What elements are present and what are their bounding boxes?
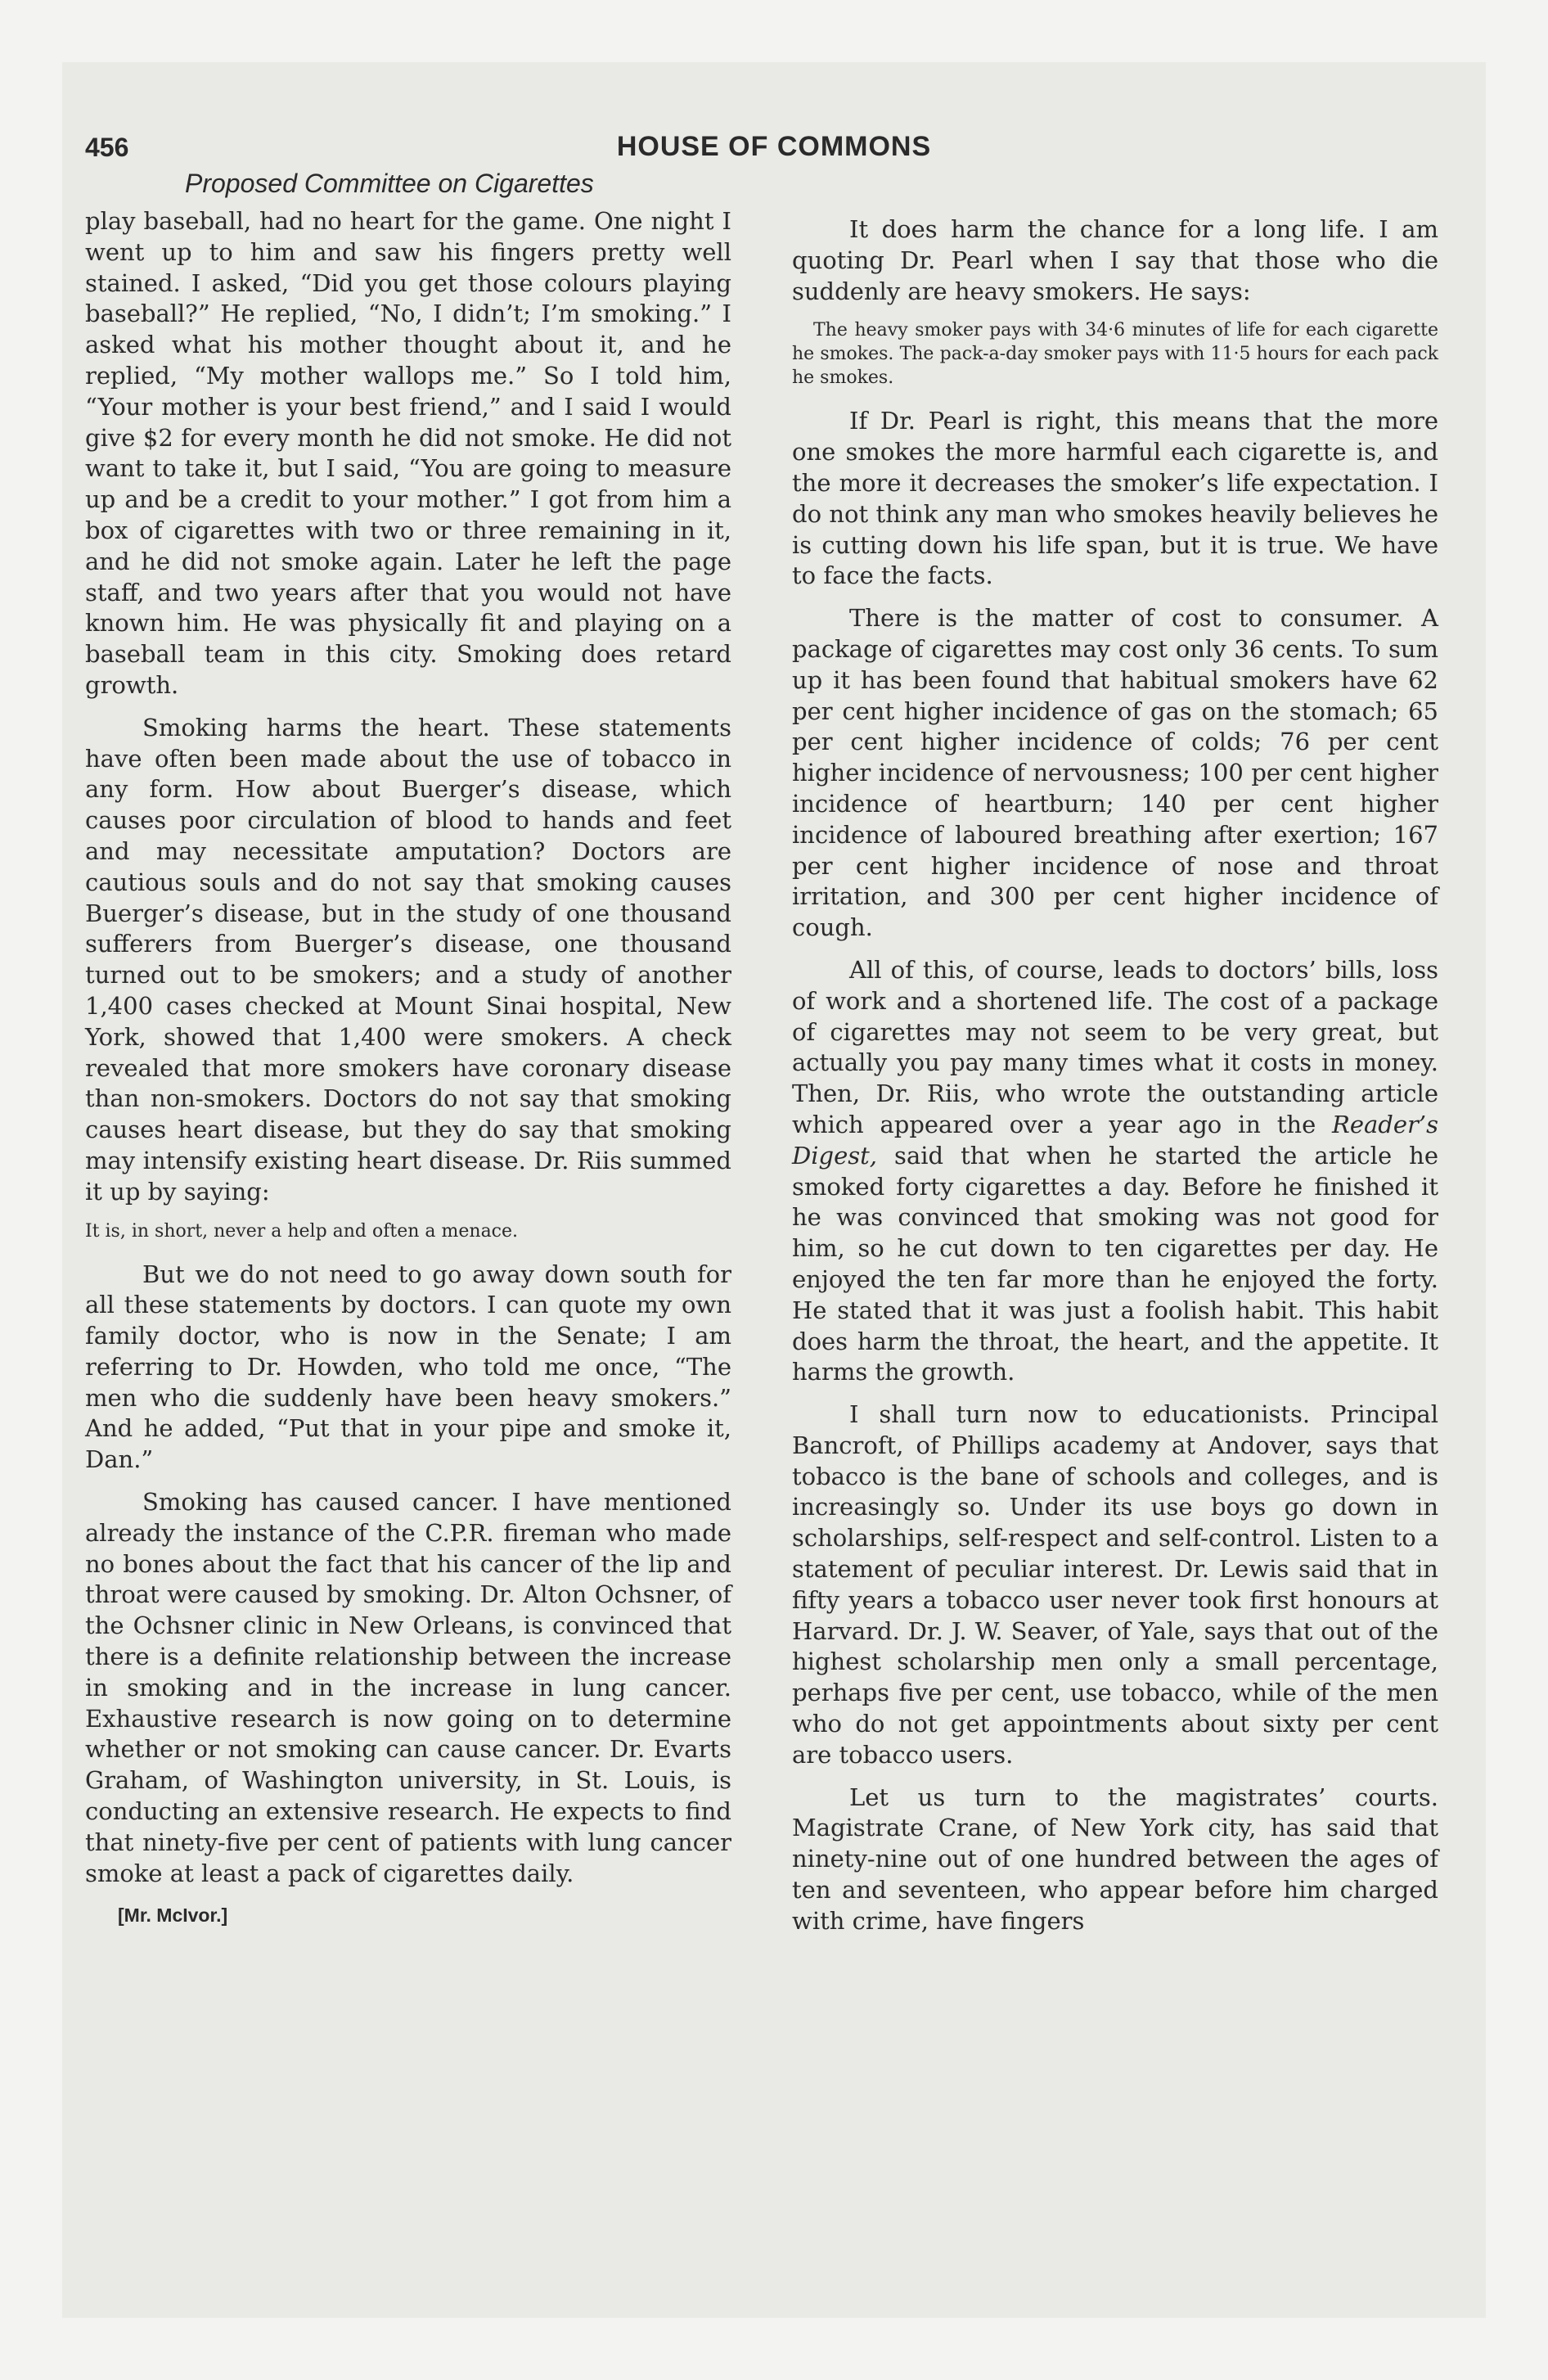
block-quote: It is, in short, never a help and often a menace. bbox=[85, 1220, 519, 1242]
paragraph: Smoking has caused cancer. I have mentioned already the instance of the C.P.R. fireman who made no bones about the fact that his cancer of the lip and throat were caused by smoking. Dr. Alton Ochsner, of the Ochsner clinic in New Orleans, is convinced that there is a definite relationship between the increase in smoking and in the increase in lung cancer. Exhaustive research is now going on to determine whether or not smoking can cause cancer. Dr. Evarts Graham, of Washington university, in St. Louis, is conducting an extensive research. He expects to find that ninety-five per cent of patients with lung cancer smoke at least a pack of cigarettes daily. bbox=[85, 1488, 731, 1887]
right-column bbox=[792, 214, 1438, 1949]
paragraph-text: said that when he started the article he smoked forty cigarettes a day. Before he finished it he was convinced that smoking was not good for him, so he cut down to ten cigarettes per day. He enjoyed the ten far more than he enjoyed the forty. He stated that it was just a foolish habit. This habit does harm the throat, the heart, and the appetite. It harms the growth. bbox=[792, 1141, 1438, 1386]
paragraph: But we do not need to go away down south for all these statements by doctors. I can quote my own family doctor, who is now in the Senate; I am referring to Dr. Howden, who told me once, “The men who die suddenly have been heavy smokers.” And he added, “Put that in your pipe and smoke it, Dan.” bbox=[85, 1260, 731, 1474]
running-head: HOUSE OF COMMONS bbox=[616, 131, 932, 162]
left-column bbox=[85, 206, 731, 1931]
speaker-attribution: [Mr. McIvor.] bbox=[118, 1904, 228, 1927]
page-number: 456 bbox=[85, 133, 129, 162]
paragraph: Let us turn to the magistrates’ courts. Magistrate Crane, of New York city, has said that ninety-nine out of one hundred between the ages of ten and seventeen, who appear before him charged with crime, have fingers bbox=[792, 1783, 1438, 1935]
section-subtitle: Proposed Committee on Cigarettes bbox=[185, 169, 594, 198]
publication-title: Reader’s Digest, bbox=[792, 1110, 1438, 1170]
paragraph: It does harm the chance for a long life. I am quoting Dr. Pearl when I say that those who die suddenly are heavy smokers. He says: bbox=[792, 215, 1438, 305]
paragraph-text: All of this, of course, leads to doctors’ bills, loss of work and a shortened life. The cost of a package of cigarettes may not seem to be very great, but actually you pay many times what it costs in money. Then, Dr. Riis, who wrote the outstanding article which appeared over a year ago in the bbox=[792, 955, 1438, 1138]
paragraph: play baseball, had no heart for the game. One night I went up to him and saw his fingers pretty well stained. I asked, “Did you get those colours playing baseball?” He replied, “No, I didn’t; I’m smoking.” I asked what his mother thought about it, and he replied, “My mother wallops me.” So I told him, “Your mother is your best friend,” and I said I would give $2 for every month he did not smoke. He did not want to take it, but I said, “You are going to measure up and be a credit to your mother.” I got from him a box of cigarettes with two or three remaining in it, and he did not smoke again. Later he left the page staff, and two years after that you would not have known him. He was physically fit and playing on a baseball team in this city. Smoking does retard growth. bbox=[85, 207, 731, 699]
paragraph bbox=[792, 955, 1438, 1388]
paragraph: Smoking harms the heart. These statements have often been made about the use of tobacco in any form. How about Buerger’s disease, which causes poor circulation of blood to hands and feet and may necessitate amputation? Doctors are cautious souls and do not say that smoking causes Buerger’s disease, but in the study of one thousand sufferers from Buerger’s disease, one thousand turned out to be smokers; and a study of another 1,400 cases checked at Mount Sinai hospital, New York, showed that 1,400 were smokers. A check revealed that more smokers have coronary disease than non-smokers. Doctors do not say that smoking causes heart disease, but they do say that smoking may intensify existing heart disease. Dr. Riis summed it up by saying: bbox=[85, 713, 731, 1206]
paragraph: If Dr. Pearl is right, this means that the more one smokes the more harmful each cigarette is, and the more it decreases the smoker’s life expectation. I do not think any man who smokes heavily believes he is cutting down his life span, but it is true. We have to face the facts. bbox=[792, 407, 1438, 590]
paragraph: I shall turn now to educationists. Principal Bancroft, of Phillips academy at Andover, says that tobacco is the bane of schools and colleges, and is increasingly so. Under its use boys go down in scholarships, self-respect and self-control. Listen to a statement of peculiar interest. Dr. Lewis said that in fifty years a tobacco user never took first honours at Harvard. Dr. J. W. Seaver, of Yale, says that out of the highest scholarship men only a small percentage, perhaps five per cent, use tobacco, while of the men who do not get appointments about sixty per cent are tobacco users. bbox=[792, 1400, 1438, 1769]
block-quote: The heavy smoker pays with 34·6 minutes of life for each cigarette he smokes. The pack-a-day smoker pays with 11·5 hours for each pack he smokes. bbox=[792, 320, 1438, 389]
paragraph: There is the matter of cost to consumer. A package of cigarettes may cost only 36 cents. To sum up it has been found that habitual smokers have 62 per cent higher incidence of gas on the stomach; 65 per cent higher incidence of colds; 76 per cent higher incidence of nervousness; 100 per cent higher incidence of heartburn; 140 per cent higher incidence of laboured breathing after exertion; 167 per cent higher incidence of nose and throat irritation, and 300 per cent higher incidence of cough. bbox=[792, 604, 1438, 942]
